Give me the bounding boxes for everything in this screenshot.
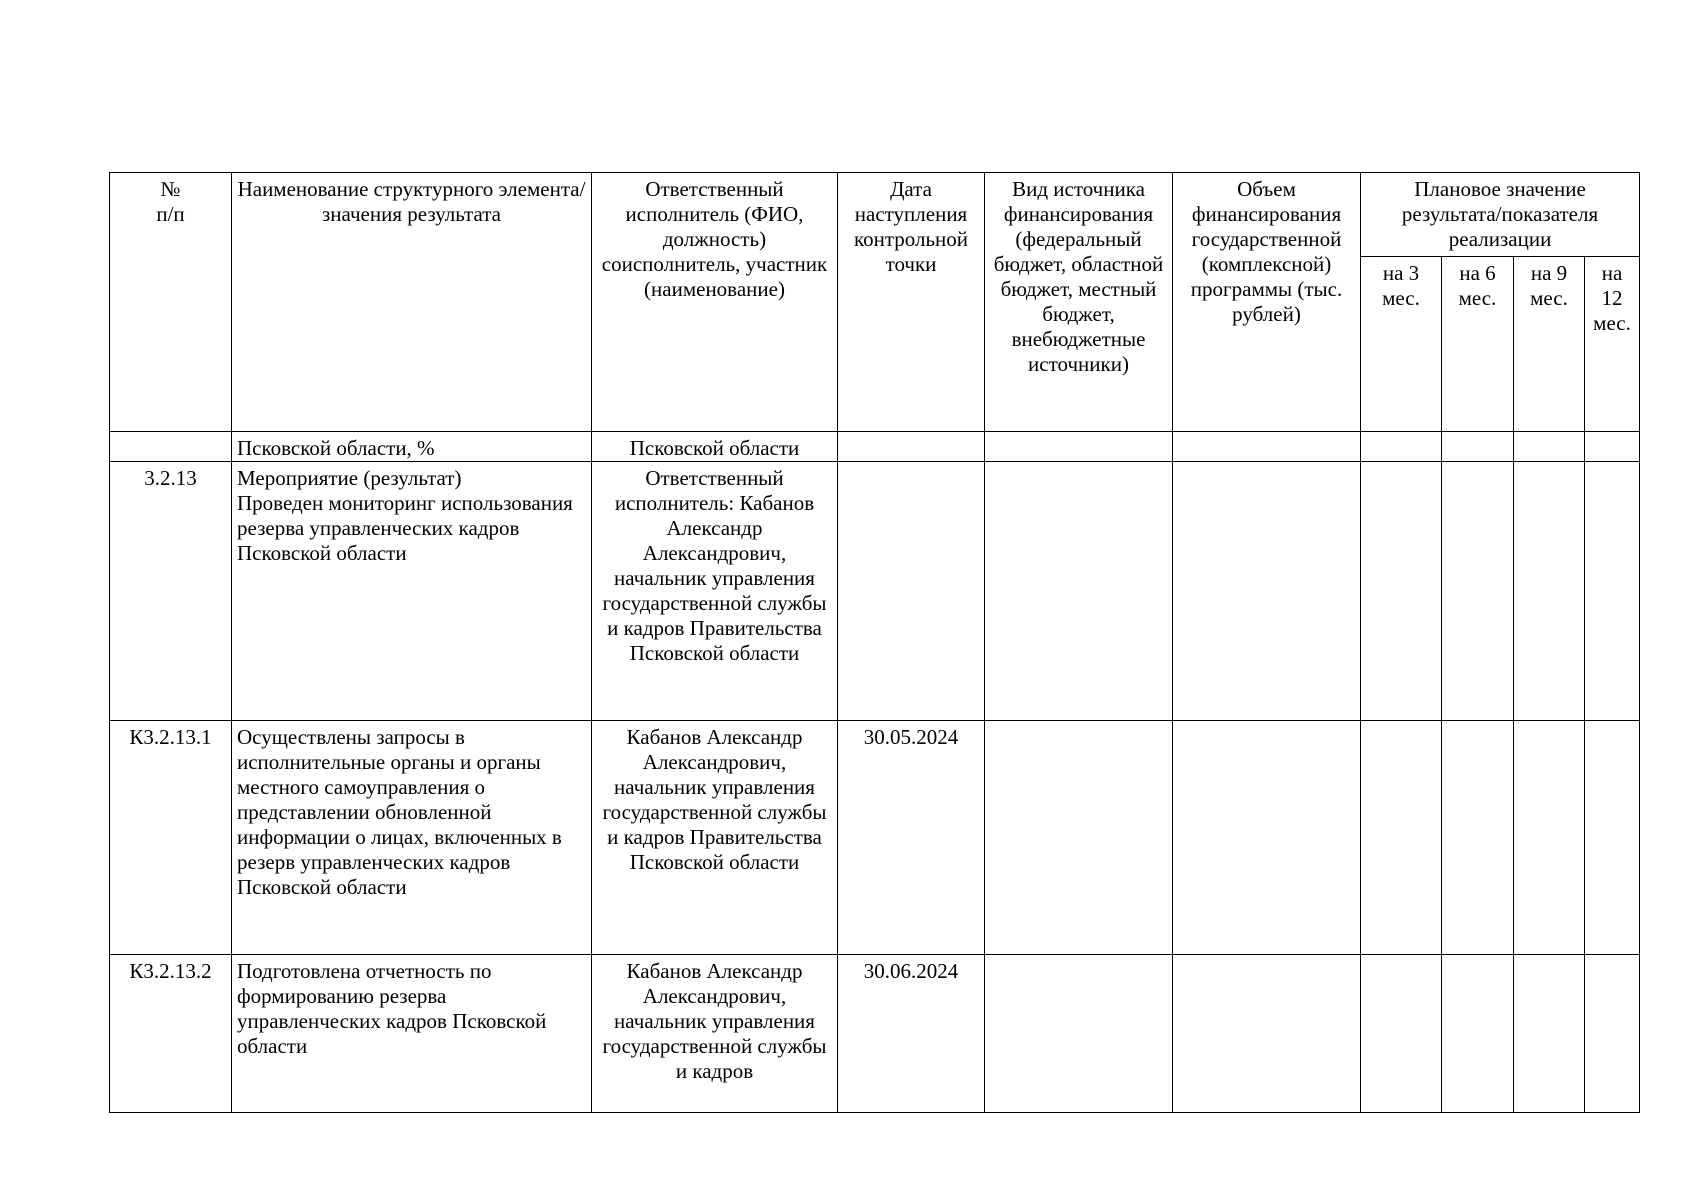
cell-responsible: Кабанов Александр Александрович, начальник управления государственной службы и кадров Правительства Псковской области <box>592 721 838 955</box>
cell-num: К3.2.13.1 <box>110 721 232 955</box>
header-m3: на 3 мес. <box>1361 257 1442 432</box>
header-m12: на 12 мес. <box>1585 257 1640 432</box>
header-num: № п/п <box>110 173 232 432</box>
cell-volume <box>1173 432 1361 462</box>
cell-volume <box>1173 955 1361 1113</box>
cell-m12 <box>1585 432 1640 462</box>
cell-num <box>110 432 232 462</box>
cell-m9 <box>1514 462 1585 721</box>
cell-m6 <box>1442 462 1514 721</box>
cell-date: 30.06.2024 <box>838 955 985 1113</box>
cell-source <box>985 462 1173 721</box>
table-row <box>110 955 1640 1113</box>
cell-responsible: Кабанов Александр Александрович, начальник управления государственной службы и кадров <box>592 955 838 1113</box>
cell-m3 <box>1361 955 1442 1113</box>
cell-num: 3.2.13 <box>110 462 232 721</box>
header-responsible: Ответственный исполнитель (ФИО, должность) соисполнитель, участник (наименование) <box>592 173 838 432</box>
header-volume: Объем финансирования государственной (комплексной) программы (тыс. рублей) <box>1173 173 1361 432</box>
cell-volume <box>1173 462 1361 721</box>
cell-responsible: Псковской области <box>592 432 838 462</box>
header-name: Наименование структурного элемента/ значения результата <box>232 173 592 432</box>
cell-m9 <box>1514 721 1585 955</box>
cell-name: Псковской области, % <box>232 432 592 462</box>
table-row <box>110 462 1640 721</box>
cell-date <box>838 432 985 462</box>
header-m6: на 6 мес. <box>1442 257 1514 432</box>
cell-name: Осуществлены запросы в исполнительные органы и органы местного самоуправления о представлении обновленной информации о лицах, включенных в резерв управленческих кадров Псковской области <box>232 721 592 955</box>
cell-m3 <box>1361 432 1442 462</box>
cell-name: Подготовлена отчетность по формированию резерва управленческих кадров Псковской области <box>232 955 592 1113</box>
cell-m12 <box>1585 462 1640 721</box>
header-source: Вид источника финансирования (федеральный бюджет, областной бюджет, местный бюджет, внебюджетные источники) <box>985 173 1173 432</box>
header-planned: Плановое значение результата/показателя реализации <box>1361 173 1640 257</box>
cell-m3 <box>1361 462 1442 721</box>
cell-m12 <box>1585 721 1640 955</box>
cell-m6 <box>1442 432 1514 462</box>
header-m9: на 9 мес. <box>1514 257 1585 432</box>
table-row <box>110 432 1640 462</box>
cell-num: К3.2.13.2 <box>110 955 232 1113</box>
cell-m6 <box>1442 955 1514 1113</box>
cell-m3 <box>1361 721 1442 955</box>
cell-date <box>838 462 985 721</box>
cell-m9 <box>1514 432 1585 462</box>
cell-source <box>985 721 1173 955</box>
cell-m6 <box>1442 721 1514 955</box>
cell-date: 30.05.2024 <box>838 721 985 955</box>
cell-volume <box>1173 721 1361 955</box>
cell-source <box>985 955 1173 1113</box>
header-date: Дата наступления контрольной точки <box>838 173 985 432</box>
cell-source <box>985 432 1173 462</box>
cell-name: Мероприятие (результат) Проведен мониторинг использования резерва управленческих кадров Псковской области <box>232 462 592 721</box>
cell-m9 <box>1514 955 1585 1113</box>
cell-responsible: Ответственный исполнитель: Кабанов Александр Александрович, начальник управления государственной службы и кадров Правительства Псковской области <box>592 462 838 721</box>
plan-table <box>109 172 1640 1113</box>
table-row <box>110 721 1640 955</box>
cell-m12 <box>1585 955 1640 1113</box>
